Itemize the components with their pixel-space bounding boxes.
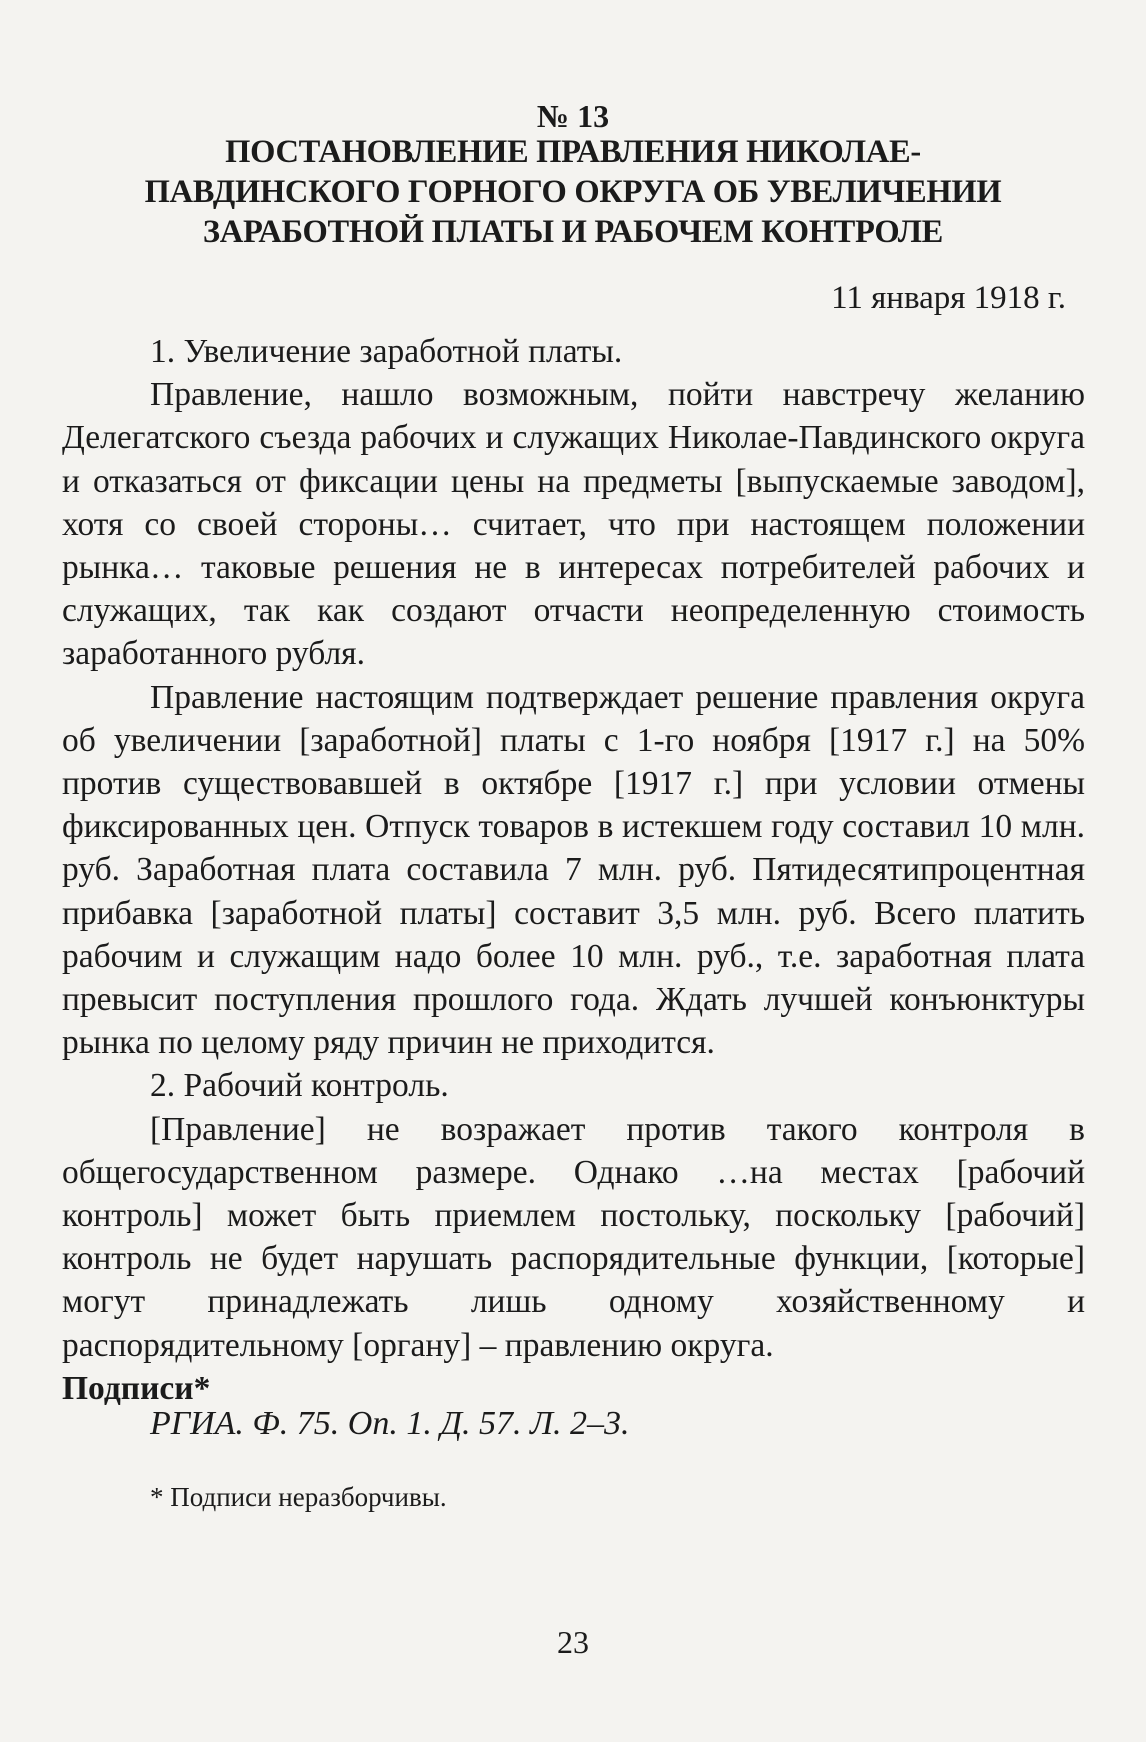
paragraph: [Правление] не возражает против такого контроля в общегосударственном размере. Однако …на местах [рабочий контроль] может быть приемлем постольку, поскольку [рабочий] контроль не будет нарушать распорядительные функции, [которые] могут принадлежать лишь одному хозяйственному и распорядительному [органу] – правлению округа. <box>62 1110 1085 1364</box>
signatures: Подписи* <box>62 1369 211 1407</box>
archive-source: РГИА. Ф. 75. Оп. 1. Д. 57. Л. 2–3. <box>150 1405 630 1442</box>
document-title <box>60 132 1086 252</box>
document-body <box>62 330 1085 1410</box>
document-date: 11 января 1918 г. <box>831 280 1066 316</box>
paragraph: Правление, нашло возможным, пойти навстречу желанию Делегатского съезда рабочих и служащих Николае-Павдинского округа и отказаться от фиксации цены на предметы [выпускаемые заводом], хотя со своей стороны… считает, что при настоящем положении рынка… таковые решения не в интересах потребителей рабочих и служащих, так как создают отчасти неопределенную стоимость заработанного рубля. <box>62 376 1085 673</box>
section-heading-workers-control: 2. Рабочий контроль. <box>150 1067 449 1105</box>
footnote: * Подписи неразборчивы. <box>150 1482 447 1512</box>
title-line: ПОСТАНОВЛЕНИЕ ПРАВЛЕНИЯ НИКОЛАЕ- <box>225 134 921 170</box>
paragraph: Правление настоящим подтверждает решение правления округа об увеличении [заработной] платы с 1-го ноября [1917 г.] на 50% против существовавшей в октябре [1917 г.] при условии отмены фиксированных цен. Отпуск товаров в истекшем году составил 10 млн. руб. Заработная плата составила 7 млн. руб. Пятидесятипроцентная прибавка [заработной платы] составит 3,5 млн. руб. Всего платить рабочим и служащим надо более 10 млн. руб., т.е. заработная плата превысит поступления прошлого года. Ждать лучшей конъюнктуры рынка по целому ряду причин не приходится. <box>62 678 1085 1062</box>
title-line: ПАВДИНСКОГО ГОРНОГО ОКРУГА ОБ УВЕЛИЧЕНИИ <box>144 174 1002 210</box>
title-line: ЗАРАБОТНОЙ ПЛАТЫ И РАБОЧЕМ КОНТРОЛЕ <box>202 214 944 250</box>
section-heading-wages: 1. Увеличение заработной платы. <box>150 333 623 370</box>
page-number: 23 <box>557 1624 589 1660</box>
document-number: № 13 <box>536 98 610 134</box>
